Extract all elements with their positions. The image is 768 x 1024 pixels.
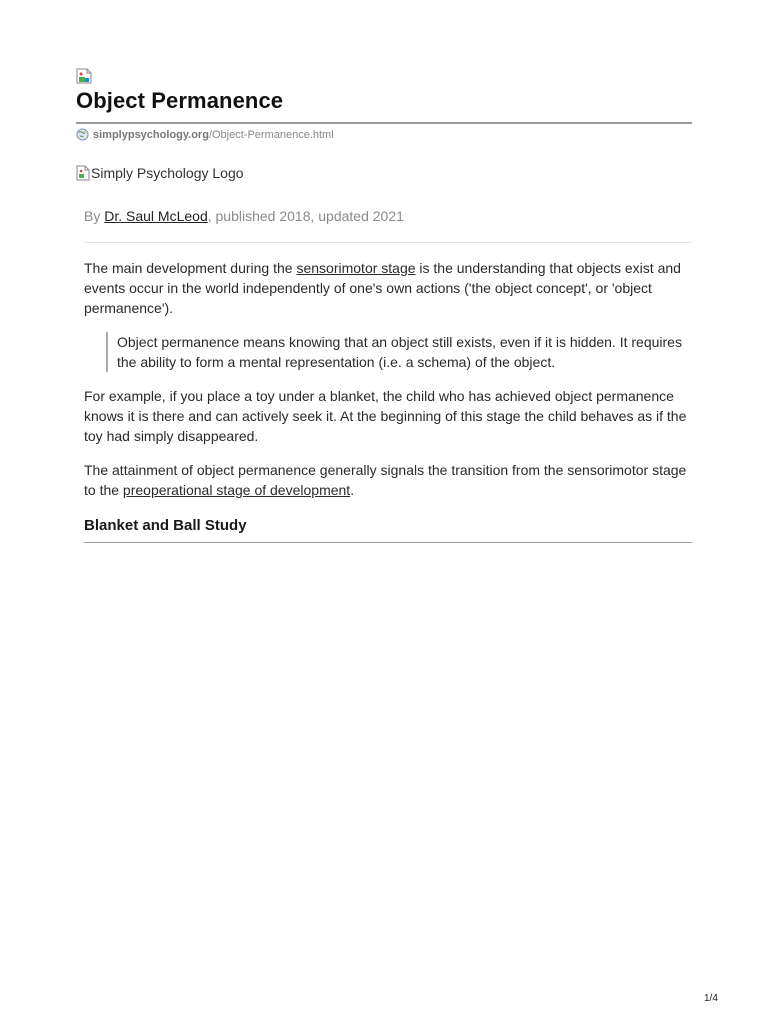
- source-path: /Object-Permanence.html: [208, 128, 334, 141]
- page-title: Object Permanence: [76, 88, 284, 113]
- logo-alt-text: Simply Psychology Logo: [91, 165, 244, 181]
- preoperational-stage-link[interactable]: preoperational stage of development: [122, 482, 351, 498]
- article-body: [84, 258, 690, 543]
- paragraph-example: For example, if you place a toy under a blanket, the child who has achieved object permanence knows it is there and can actively seek it. At the beginning of this stage the child behaves as if the toy had simply disappeared.: [84, 388, 687, 444]
- broken-image-icon: [76, 165, 90, 181]
- page-number: 1/4: [704, 993, 718, 1004]
- paragraph-intro: [84, 258, 690, 318]
- paragraph-text: The attainment of object permanence generally signals the transition from the sensorimotor stage to the: [84, 462, 687, 498]
- paragraph-text: The main development during the: [84, 260, 297, 276]
- paragraph-transition: [84, 460, 690, 500]
- byline-divider: [84, 242, 692, 243]
- site-logo[interactable]: [76, 165, 244, 181]
- sensorimotor-stage-link[interactable]: sensorimotor stage: [296, 260, 416, 276]
- author-link[interactable]: Dr. Saul McLeod: [104, 208, 208, 224]
- section-heading: Blanket and Ball Study: [84, 516, 692, 543]
- definition-quote: Object permanence means knowing that an object still exists, even if it is hidden. It requires the ability to form a mental representation (i.e. a schema) of the object.: [106, 332, 690, 372]
- broken-image-icon: [76, 68, 92, 84]
- globe-icon: [76, 128, 89, 141]
- paragraph-text: is the understanding that objects exist and events occur in the world independently of one's own actions ('the object concept', or 'object permanence').: [84, 260, 681, 316]
- title-divider: [76, 122, 692, 124]
- source-url[interactable]: [76, 128, 334, 141]
- byline-prefix: By: [84, 208, 105, 224]
- paragraph-text: .: [350, 482, 355, 498]
- byline-dates: , published 2018, updated 2021: [207, 208, 404, 224]
- byline: [84, 208, 404, 224]
- source-domain: simplypsychology.org: [93, 128, 209, 141]
